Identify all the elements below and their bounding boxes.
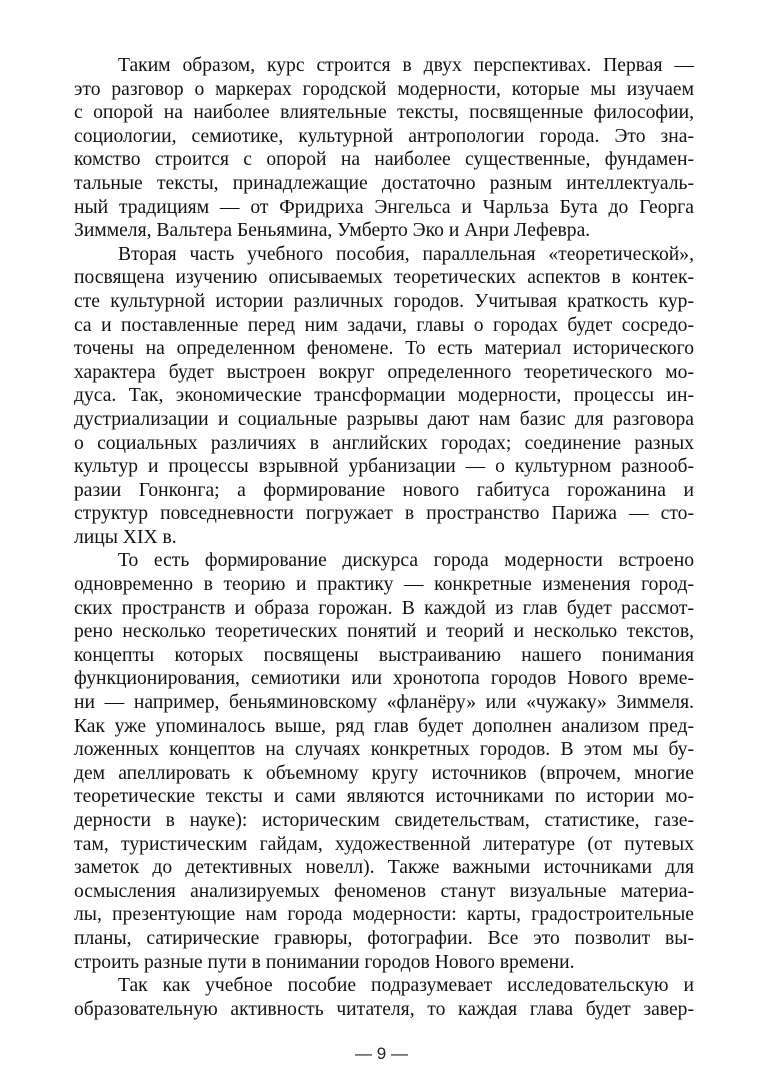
- text-line: культур и процессы взрывной урбанизации — о культурном разнооб-: [74, 456, 694, 478]
- text-line: Так как учебное пособие подразумевает исследовательскую и: [118, 975, 694, 997]
- text-line: Вторая часть учебного пособия, параллельная «теоретической»,: [118, 243, 694, 265]
- text-line: посвящена изучению описываемых теоретических аспектов в контек-: [74, 267, 694, 289]
- text-line: о социальных различиях в английских городах; соединение разных: [74, 432, 694, 454]
- text-line: структур повседневности погружает в пространство Парижа — сто-: [74, 503, 694, 525]
- text-line: лы, презентующие нам города модерности: карты, градостроительные: [74, 904, 694, 926]
- text-line: это разговор о маркерах городской модерности, которые мы изучаем: [74, 78, 694, 100]
- text-line: точены на определенном феномене. То есть материал исторического: [74, 338, 694, 360]
- page-number: — 9 —: [355, 1044, 408, 1063]
- text-line: ни — например, беньяминовскому «фланёру» или «чужаку» Зиммеля.: [74, 692, 694, 714]
- text-line: сте культурной истории различных городов. Учитывая краткость кур-: [74, 290, 694, 312]
- text-line: характера будет выстроен вокруг определенного теоретического мо-: [74, 361, 694, 383]
- text-line: одновременно в теорию и практику — конкретные изменения город-: [74, 574, 694, 596]
- text-line: ный традициям — от Фридриха Энгельса и Чарльза Бута до Георга: [74, 196, 694, 218]
- text-line: комство строится с опорой на наиболее существенные, фундамен-: [74, 149, 694, 171]
- text-line: То есть формирование дискурса города модерности встроено: [118, 550, 694, 572]
- text-line: заметок до детективных новелл). Также важными источниками для: [74, 857, 694, 879]
- text-line: социологии, семиотике, культурной антропологии города. Это зна-: [74, 125, 694, 147]
- text-line: тальные тексты, принадлежащие достаточно разным интеллектуаль-: [74, 172, 694, 194]
- text-line: лицы XIX в.: [74, 526, 177, 548]
- text-line: с опорой на наиболее влиятельные тексты, посвященные философии,: [74, 102, 694, 124]
- text-line: там, туристическим гайдам, художественной литературе (от путевых: [74, 833, 694, 855]
- text-line: са и поставленные перед ним задачи, главы о городах будет сосредо-: [74, 314, 694, 336]
- text-line: строить разные пути в понимании городов Нового времени.: [74, 951, 575, 973]
- text-line: теоретические тексты и сами являются источниками по истории мо-: [74, 786, 694, 808]
- text-line: Как уже упоминалось выше, ряд глав будет дополнен анализом пред-: [74, 715, 694, 737]
- text-line: дуса. Так, экономические трансформации модерности, процессы ин-: [74, 385, 694, 407]
- text-line: осмысления анализируемых феноменов станут визуальные материа-: [74, 880, 694, 902]
- text-line: ложенных концептов на случаях конкретных городов. В этом мы бу-: [74, 739, 694, 761]
- text-line: планы, сатирические гравюры, фотографии. Все это позволит вы-: [74, 927, 694, 949]
- text-line: образовательную активность читателя, то каждая глава будет завер-: [74, 998, 694, 1020]
- text-line: дем апеллировать к объемному кругу источников (впрочем, многие: [74, 762, 694, 784]
- text-line: концепты которых посвящены выстраиванию нашего понимания: [74, 644, 694, 666]
- text-line: Зиммеля, Вальтера Беньямина, Умберто Эко и Анри Лефевра.: [74, 220, 591, 242]
- text-line: дерности в науке): историческим свидетельствам, статистике, газе-: [74, 810, 694, 831]
- text-line: Таким образом, курс строится в двух перспективах. Первая —: [118, 55, 694, 76]
- text-line: дустриализации и социальные разрывы дают нам базис для разговора: [74, 408, 694, 430]
- text-line: рено несколько теоретических понятий и теорий и несколько текстов,: [74, 621, 694, 643]
- text-line: ских пространств и образа горожан. В каждой из глав будет рассмот-: [74, 597, 694, 619]
- body-text: [74, 54, 694, 1021]
- text-line: функционирования, семиотики или хронотопа городов Нового време-: [74, 668, 694, 690]
- text-line: разии Гонконга; а формирование нового габитуса горожанина и: [74, 479, 694, 501]
